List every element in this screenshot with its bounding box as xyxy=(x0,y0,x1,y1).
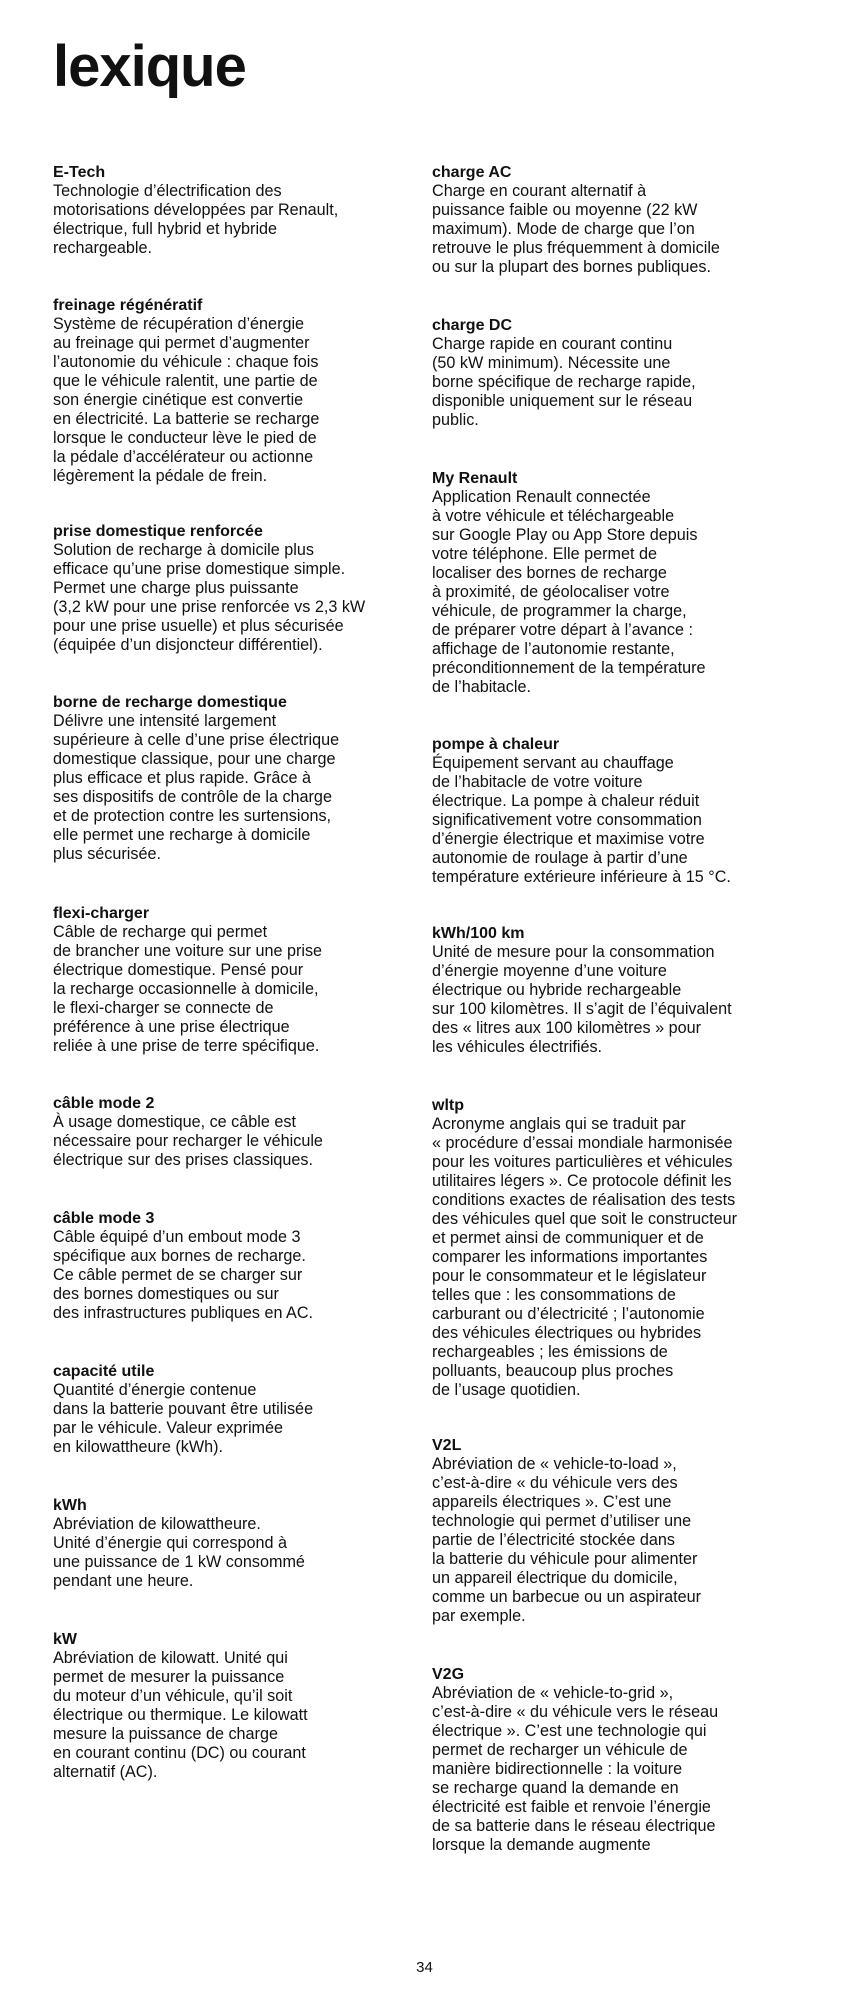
glossary-definition: Abréviation de kilowatt. Unité qui permet de mesurer la puissance du moteur d’un véhicule, qu’il soit électrique ou thermique. Le kilowatt mesure la puissance de charge en courant continu (DC) ou courant alternatif (AC). xyxy=(53,1649,308,1781)
glossary-term: kWh xyxy=(53,1497,87,1514)
glossary-definition: Application Renault connectée à votre véhicule et téléchargeable sur Google Play ou App Store depuis votre téléphone. Elle permet de localiser des bornes de recharge à proximité, de géolocaliser votre véhicule, de programmer la charge, de préparer votre départ à l’avance : affichage de l’autonomie restante, préconditionnement de la température de l’habitacle. xyxy=(432,488,706,696)
page-title: lexique xyxy=(53,34,246,99)
glossary-term: V2G xyxy=(432,1666,465,1683)
glossary-entry-prise-domestique-renforcee xyxy=(53,522,421,655)
glossary-term: freinage régénératif xyxy=(53,297,203,314)
glossary-entry-my-renault xyxy=(432,469,804,697)
page-number: 34 xyxy=(416,1959,433,1976)
glossary-term: E-Tech xyxy=(53,164,106,181)
glossary-definition: Quantité d’énergie contenue dans la batterie pouvant être utilisée par le véhicule. Valeur exprimée en kilowattheure (kWh). xyxy=(53,1381,314,1456)
glossary-term: flexi-charger xyxy=(53,905,150,922)
glossary-definition: Unité de mesure pour la consommation d’énergie moyenne d’une voiture électrique ou hybride rechargeable sur 100 kilomètres. Il s’agit de l’équivalent des « litres aux 100 kilomètres » pour les véhicules électrifiés. xyxy=(432,943,732,1056)
glossary-entry-kwh-100-km xyxy=(432,924,804,1057)
glossary-entry-v2g xyxy=(432,1665,804,1855)
glossary-definition: À usage domestique, ce câble est nécessaire pour recharger le véhicule électrique sur des prises classiques. xyxy=(53,1113,323,1169)
glossary-term: wltp xyxy=(432,1097,464,1114)
glossary-entry-e-tech xyxy=(53,163,421,258)
glossary-entry-charge-dc xyxy=(432,316,804,430)
glossary-term: charge DC xyxy=(432,317,513,334)
glossary-definition: Système de récupération d’énergie au freinage qui permet d’augmenter l’autonomie du véhicule : chaque fois que le véhicule ralentit, une partie de son énergie cinétique est convertie en électricité. La batterie se recharge lorsque le conducteur lève le pied de la pédale d’accélérateur ou actionne légèrement la pédale de frein. xyxy=(53,315,320,485)
glossary-term: My Renault xyxy=(432,470,518,487)
glossary-definition: Charge en courant alternatif à puissance faible ou moyenne (22 kW maximum). Mode de charge que l’on retrouve le plus fréquemment à domicile ou sur la plupart des bornes publiques. xyxy=(432,182,720,276)
glossary-definition: Câble équipé d’un embout mode 3 spécifique aux bornes de recharge. Ce câble permet de se charger sur des bornes domestiques ou sur des infrastructures publiques en AC. xyxy=(53,1228,314,1322)
glossary-definition: Abréviation de kilowattheure. Unité d’énergie qui correspond à une puissance de 1 kW consommé pendant une heure. xyxy=(53,1515,305,1590)
glossary-entry-charge-ac xyxy=(432,163,804,277)
glossary-definition: Technologie d’électrification des motorisations développées par Renault, électrique, full hybrid et hybride rechargeable. xyxy=(53,182,339,257)
glossary-definition: Acronyme anglais qui se traduit par « procédure d’essai mondiale harmonisée pour les voitures particulières et véhicules utilitaires légers ». Ce protocole définit les conditions exactes de réalisation des tests des véhicules quel que soit le constructeur et permet ainsi de communiquer et de comparer les informations importantes pour le consommateur et le législateur telles que : les consommations de carburant ou d’électricité ; l’autonomie des véhicules électriques ou hybrides rechargeables ; les émissions de polluants, beaucoup plus proches de l’usage quotidien. xyxy=(432,1115,738,1399)
glossary-entry-kwh xyxy=(53,1496,421,1591)
glossary-definition: Abréviation de « vehicle-to-grid », c’est-à-dire « du véhicule vers le réseau électrique ». C’est une technologie qui permet de recharger un véhicule de manière bidirectionnelle : la voiture se recharge quand la demande en électricité est faible et renvoie l’énergie de sa batterie dans le réseau électrique lorsque la demande augmente xyxy=(432,1684,719,1854)
glossary-definition: Câble de recharge qui permet de brancher une voiture sur une prise électrique domestique. Pensé pour la recharge occasionnelle à domicile, le flexi-charger se connecte de préférence à une prise électrique reliée à une prise de terre spécifique. xyxy=(53,923,323,1055)
glossary-entry-freinage-regeneratif xyxy=(53,296,421,486)
glossary-term: pompe à chaleur xyxy=(432,736,560,753)
glossary-entry-cable-mode-2 xyxy=(53,1094,421,1170)
glossary-entry-cable-mode-3 xyxy=(53,1209,421,1323)
glossary-term: câble mode 2 xyxy=(53,1095,155,1112)
glossary-definition: Solution de recharge à domicile plus efficace qu’une prise domestique simple. Permet une charge plus puissante (3,2 kW pour une prise renforcée vs 2,3 kW pour une prise usuelle) et plus sécurisée (équipée d’un disjoncteur différentiel). xyxy=(53,541,366,654)
glossary-entry-pompe-a-chaleur xyxy=(432,735,804,887)
glossary-term: charge AC xyxy=(432,164,512,181)
glossary-entry-capacite-utile xyxy=(53,1362,421,1457)
glossary-term: câble mode 3 xyxy=(53,1210,155,1227)
glossary-term: capacité utile xyxy=(53,1363,155,1380)
glossary-term: kWh/100 km xyxy=(432,925,525,942)
glossary-term: borne de recharge domestique xyxy=(53,694,287,711)
glossary-term: kW xyxy=(53,1631,77,1648)
glossary-definition: Délivre une intensité largement supérieure à celle d’une prise électrique domestique classique, pour une charge plus efficace et plus rapide. Grâce à ses dispositifs de contrôle de la charge et de protection contre les surtensions, elle permet une recharge à domicile plus sécurisée. xyxy=(53,712,340,863)
glossary-entry-flexi-charger xyxy=(53,904,421,1056)
glossary-entry-wltp xyxy=(432,1096,804,1400)
glossary-term: V2L xyxy=(432,1437,462,1454)
glossary-term: prise domestique renforcée xyxy=(53,523,263,540)
glossary-definition: Équipement servant au chauffage de l’habitacle de votre voiture électrique. La pompe à chaleur réduit significativement votre consommation d’énergie électrique et maximise votre autonomie de roulage à partir d’une température extérieure inférieure à 15 °C. xyxy=(432,754,731,886)
glossary-definition: Abréviation de « vehicle-to-load », c’est-à-dire « du véhicule vers des appareils électriques ». C’est une technologie qui permet d’utiliser une partie de l’électricité stockée dans la batterie du véhicule pour alimenter un appareil électrique du domicile, comme un barbecue ou un aspirateur par exemple. xyxy=(432,1455,702,1625)
glossary-entry-borne-de-recharge-domestique xyxy=(53,693,421,864)
glossary-entry-kw xyxy=(53,1630,421,1782)
glossary-definition: Charge rapide en courant continu (50 kW minimum). Nécessite une borne spécifique de recharge rapide, disponible uniquement sur le réseau public. xyxy=(432,335,696,429)
glossary-entry-v2l xyxy=(432,1436,804,1626)
